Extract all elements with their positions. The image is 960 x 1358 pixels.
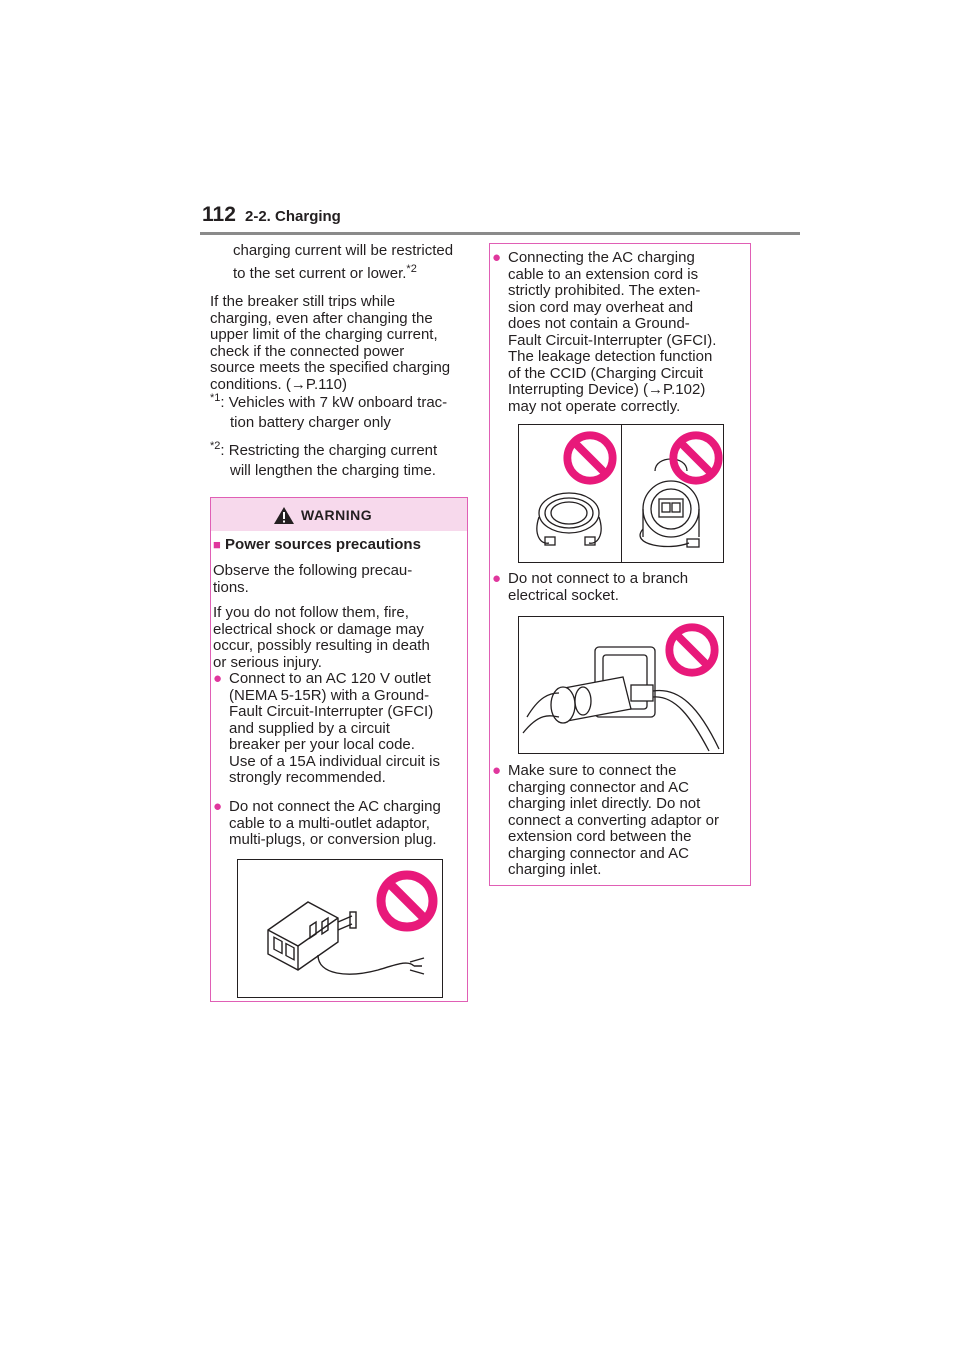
text-line: Make sure to connect the [508, 762, 677, 779]
text-line: does not contain a Ground- [508, 315, 690, 332]
text-line: Fault Circuit-Interrupter (GFCI). [508, 331, 717, 349]
square-bullet-icon: ■ [213, 537, 221, 552]
text-line: strictly prohibited. The exten- [508, 282, 701, 299]
warning-box [210, 497, 468, 1002]
text-line: and supplied by a circuit [229, 719, 390, 737]
continued-text-line: charging current will be restricted [233, 242, 454, 259]
prohibition-sign-icon [669, 431, 723, 485]
text-line: extension cord between the [508, 828, 692, 845]
warning-bullet-branch-socket [492, 571, 748, 604]
warning-intro [213, 563, 463, 596]
text-line: of the CCID (Charging Circuit [508, 364, 704, 382]
text-line: multi-plugs, or conversion plug. [229, 831, 437, 848]
warning-bullet-direct-connection [492, 763, 748, 879]
text-line: strongly recommended. [229, 769, 386, 786]
adaptor-figure [237, 859, 443, 998]
text-line: Do not connect the AC charging [229, 798, 441, 815]
extension-cord-figure [518, 424, 724, 563]
text-line: sion cord may overheat and [508, 298, 694, 316]
page-link-line[interactable]: conditions. (→P.110) [210, 375, 348, 393]
text-line: Observe the following precau- [213, 562, 413, 579]
circle-bullet-icon: ● [492, 570, 502, 587]
breaker-paragraph [210, 294, 468, 393]
warning-heading [213, 537, 421, 554]
footnote-1 [210, 392, 468, 431]
text-line: cable to an extension cord is [508, 265, 699, 283]
text-line: occur, possibly resulting in death [213, 637, 430, 654]
para-line: charging, even after changing the [210, 309, 433, 327]
text-line: cable to a multi-outlet adaptor, [229, 814, 430, 832]
warning-bullet-extension-cord [492, 250, 748, 415]
text-line: If you do not follow them, fire, [213, 604, 409, 621]
text-line: Use of a 15A individual circuit is [229, 752, 440, 770]
text-line: charging inlet directly. Do not [508, 795, 701, 812]
circle-bullet-icon: ● [492, 762, 502, 779]
para-line: check if the connected power [210, 342, 405, 360]
para-line: If the breaker still trips while [210, 293, 396, 310]
footnote-mark: *2 [210, 440, 221, 452]
text-line: Connecting the AC charging [508, 249, 695, 266]
section-title: 2-2. Charging [245, 208, 341, 225]
text-line: Do not connect to a branch [508, 570, 689, 587]
continued-text-line-2: to the set current or lower. [233, 265, 407, 282]
text-line: Connect to an AC 120 V outlet [229, 670, 431, 687]
page-number: 112 [202, 203, 236, 226]
text-line: or serious injury. [213, 653, 322, 671]
warning-bullet-adaptor [213, 799, 465, 849]
circle-bullet-icon: ● [492, 249, 502, 266]
text-line: tions. [213, 578, 249, 596]
warning-heading-text: Power sources precautions [225, 536, 421, 553]
footnote-line: : Vehicles with 7 kW onboard trac- [220, 394, 448, 411]
text-line: breaker per your local code. [229, 736, 415, 753]
text-line: charging connector and AC [508, 778, 689, 796]
warning-bullet-outlet [213, 671, 465, 787]
prohibition-sign-icon [665, 623, 719, 677]
text-line: The leakage detection function [508, 348, 713, 365]
branch-socket-figure [518, 616, 724, 754]
text-line: connect a converting adaptor or [508, 811, 719, 829]
header-rule [200, 232, 800, 235]
continued-text-line [233, 263, 473, 283]
text-line: charging connector and AC [508, 844, 689, 862]
text-line: electrical socket. [508, 586, 619, 604]
prohibition-sign-icon [563, 431, 617, 485]
text-line: (NEMA 5-15R) with a Ground- [229, 686, 430, 704]
footnote-line: tion battery charger only [230, 413, 391, 431]
warning-title: WARNING [301, 507, 373, 523]
circle-bullet-icon: ● [213, 798, 223, 815]
prohibition-sign-icon [376, 870, 438, 932]
warning-box-continued [489, 243, 751, 886]
page-link-line[interactable]: Interrupting Device) (→P.102) [508, 381, 706, 398]
para-line: upper limit of the charging current, [210, 326, 438, 343]
footnote-2 [210, 440, 468, 479]
circle-bullet-icon: ● [213, 670, 223, 687]
text-line: charging inlet. [508, 861, 602, 878]
text-line: may not operate correctly. [508, 397, 681, 415]
text-line: electrical shock or damage may [213, 620, 424, 638]
warning-triangle-icon [273, 506, 295, 525]
footnote-ref: *2 [406, 263, 417, 275]
footnote-line: will lengthen the charging time. [230, 461, 436, 479]
footnote-line: : Restricting the charging current [220, 442, 438, 459]
warning-header [211, 498, 467, 531]
figure-divider [621, 425, 622, 562]
warning-consequence [213, 605, 463, 671]
para-line: source meets the specified charging [210, 359, 451, 376]
footnote-mark: *1 [210, 392, 221, 404]
text-line: Fault Circuit-Interrupter (GFCI) [229, 703, 434, 720]
